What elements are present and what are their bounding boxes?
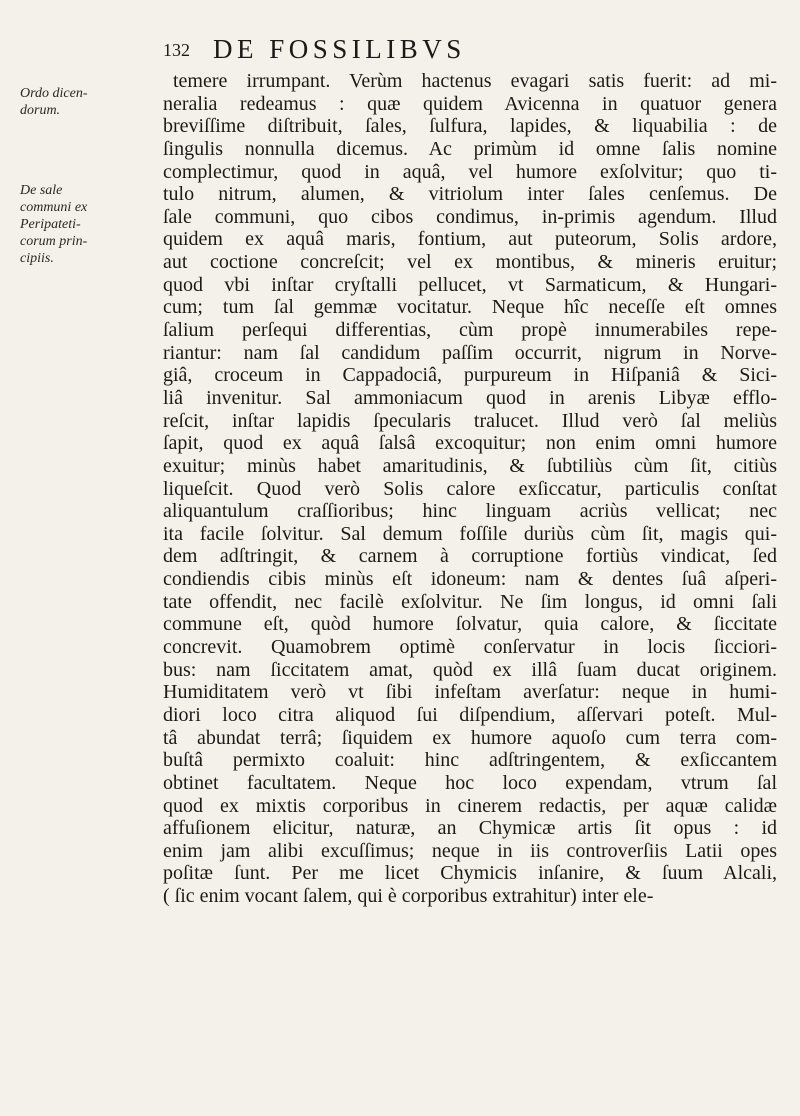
text-line: enim jam alibi excuſſimus; neque in iis controverſiis Latii opes (163, 839, 777, 862)
text-line: concrevit. Quamobrem optimè conſervatur in locis ſicciori- (163, 636, 777, 659)
text-line: poſitæ ſunt. Per me licet Chymicis inſanire, & ſuum Alcali, (163, 862, 777, 885)
text-line: tâ abundat terrâ; ſiquidem ex humore aquoſo cum terra com- (163, 726, 777, 749)
text-line: diori loco citra aliquod ſui diſpendium, aſſervari poteſt. Mul- (163, 703, 777, 726)
text-line: tulo nitrum, alumen, & vitriolum inter ſales cenſemus. De (163, 183, 777, 206)
text-line: commune eſt, quòd humore ſolvatur, quia calore, & ſiccitate (163, 613, 777, 636)
text-line: affuſionem elicitur, naturæ, an Chymicæ artis ſit opus : id (163, 817, 777, 840)
text-line: giâ, croceum in Cappadociâ, purpureum in Hiſpaniâ & Sici- (163, 364, 777, 387)
text-line: quod ex mixtis corporibus in cinerem redactis, per aquæ calidæ (163, 794, 777, 817)
text-line: quidem ex aquâ maris, fontium, aut puteorum, Solis ardore, (163, 228, 777, 251)
text-line: temere irrumpant. Verùm hactenus evagari satis fuerit: ad mi- (173, 70, 777, 92)
running-title: DE FOSSILIBVS (213, 34, 466, 64)
text-line: tate offendit, nec facilè exſolvitur. Ne ſim longus, id omni ſali (163, 590, 777, 613)
body-text (163, 70, 777, 908)
text-line: ſapit, quod ex aquâ ſalsâ excoquitur; non enim omni humore (163, 432, 777, 455)
text-line: ſalium perſequi differentias, cùm propè innumerabiles repe- (163, 319, 777, 342)
text-line: condiendis cibis minùs eſt idoneum: nam & dentes ſuâ aſperi- (163, 568, 777, 591)
text-line: dem adſtringit, & carnem à corruptione fortiùs vindicat, ſed (163, 545, 777, 568)
margin-note-ordo: Ordo dicen- dorum. (20, 86, 88, 118)
text-line: exuitur; minùs habet amaritudinis, & ſubtiliùs cùm ſit, citiùs (163, 454, 777, 477)
page-number: 132 (163, 40, 190, 60)
text-line: ( ſic enim vocant ſalem, qui è corporibus extrahitur) inter ele- (163, 885, 654, 908)
text-line: breviſſime diſtribuit, ſales, ſulfura, lapides, & liquabilia : de (163, 115, 777, 138)
text-line: reſcit, inſtar lapidis ſpecularis tralucet. Illud verò ſal meliùs (163, 409, 777, 432)
text-line: aut coctione concreſcit; vel ex montibus, & mineris eruitur; (163, 251, 777, 274)
text-line: quod vbi inſtar cryſtalli pellucet, vt Sarmaticum, & Hungari- (163, 273, 777, 296)
text-line: aliquantulum craſſioribus; hinc linguam acriùs vellicat; nec (163, 500, 777, 523)
text-line: ſingulis nonnulla dicemus. Ac primùm id omne ſalis nomine (163, 137, 777, 160)
text-line: Humiditatem verò vt ſibi infeſtam averſatur: neque in humi- (163, 681, 777, 704)
margin-note-de-sale: De sale communi ex Peripateti- corum prin- cipiis. (20, 183, 88, 266)
text-line: cum; tum ſal gemmæ vocitatur. Neque hîc neceſſe eſt omnes (163, 296, 777, 319)
text-line: ita facile ſolvitur. Sal demum foſſile duriùs cùm ſit, magis qui- (163, 522, 777, 545)
text-line: riantur: nam ſal candidum paſſim occurrit, nigrum in Norve- (163, 341, 777, 364)
text-line: liâ invenitur. Sal ammoniacum quod in arenis Libyæ efflo- (163, 386, 777, 409)
text-line: complectimur, quod in aquâ, vel humore exſolvitur; quo ti- (163, 160, 777, 183)
text-line: obtinet facultatem. Neque hoc loco expendam, vtrum ſal (163, 771, 777, 794)
text-line: liqueſcit. Quod verò Solis calore exſiccatur, particulis conſtat (163, 477, 777, 500)
text-line: neralia redeamus : quæ quidem Avicenna in quatuor genera (163, 92, 777, 115)
text-line: ſale communi, quo cibos condimus, in-primis agendum. Illud (163, 205, 777, 228)
text-line: buſtâ permixto coaluit: hinc adſtringentem, & exſiccantem (163, 749, 777, 772)
text-line: bus: nam ſiccitatem amat, quòd ex illâ ſuam ducat originem. (163, 658, 777, 681)
